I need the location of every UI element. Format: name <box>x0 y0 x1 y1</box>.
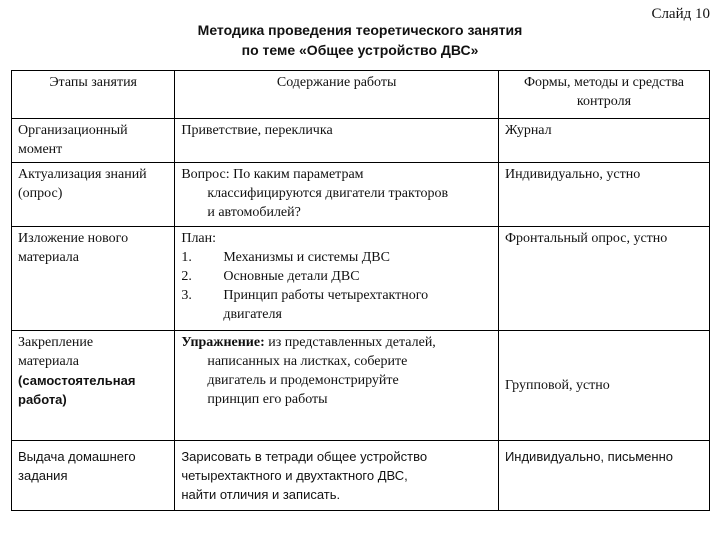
plan-item <box>181 267 492 286</box>
content-cell <box>175 119 499 163</box>
content-cell <box>175 331 499 441</box>
stage-cell <box>12 227 175 331</box>
plan-label: План: <box>181 231 217 246</box>
form-text: Фронтальный опрос, устно <box>504 231 668 246</box>
form-cell <box>498 227 709 331</box>
content-cell <box>175 163 499 227</box>
plan-text: Основные детали ДВС <box>223 269 360 284</box>
exercise-line <box>181 333 492 352</box>
stage-text: момент <box>18 142 63 157</box>
stage-text: Актуализация знаний <box>18 167 147 182</box>
homework-text: найти отличия и записать. <box>181 487 341 502</box>
plan-text: Принцип работы четырехтактного <box>223 288 429 303</box>
plan-item <box>181 286 492 305</box>
stage-text: Организационный <box>18 123 128 138</box>
table-header-row <box>12 71 710 119</box>
slide-number: Слайд 10 <box>651 6 710 22</box>
form-cell <box>498 163 709 227</box>
stage-cell <box>12 441 175 511</box>
table-row <box>12 119 710 163</box>
stage-cell <box>12 331 175 441</box>
stage-text: материала <box>18 250 79 265</box>
stage-cell <box>12 163 175 227</box>
form-text: Индивидуально, письменно <box>504 449 673 464</box>
exercise-text: написанных на листках, соберите <box>207 354 408 369</box>
stage-text-bold: (самостоятельная <box>18 373 136 388</box>
stage-text: Выдача домашнего <box>18 449 136 464</box>
exercise-text: из представленных деталей, <box>264 335 436 350</box>
question-text: Вопрос: По каким параметрам <box>181 167 364 182</box>
form-text: Журнал <box>504 123 552 138</box>
stage-text: Изложение нового <box>18 231 129 246</box>
form-cell <box>498 119 709 163</box>
title-line-1: Методика проведения теоретического занятия <box>197 22 523 38</box>
exercise-text: двигатель и продемонстрируйте <box>207 373 399 388</box>
question-text: классифицируются двигатели тракторов <box>207 186 449 201</box>
stage-text: Закрепление <box>18 335 94 350</box>
header-stages: Этапы занятия <box>12 71 175 119</box>
table-row <box>12 163 710 227</box>
header-content: Содержание работы <box>175 71 499 119</box>
stage-text-bold: работа) <box>18 392 67 407</box>
page-title <box>0 20 720 60</box>
plan-number: 2. <box>181 269 192 284</box>
form-text: Индивидуально, устно <box>504 167 641 182</box>
stage-text: (опрос) <box>18 186 63 201</box>
table-row <box>12 441 710 511</box>
plan-text-continued: двигателя <box>223 307 282 322</box>
plan-text: Механизмы и системы ДВС <box>223 250 390 265</box>
form-text: Групповой, устно <box>504 378 610 393</box>
homework-text: четырехтактного и двухтактного ДВС, <box>181 468 408 483</box>
content-text: Приветствие, перекличка <box>181 123 333 138</box>
stage-text: задания <box>18 468 68 483</box>
content-cell <box>175 227 499 331</box>
table-row <box>12 331 710 441</box>
table-row <box>12 227 710 331</box>
plan-number: 1. <box>181 250 192 265</box>
exercise-label: Упражнение: <box>181 335 265 350</box>
header-forms: Формы, методы и средства контроля <box>498 71 709 119</box>
stage-cell <box>12 119 175 163</box>
title-line-2: по теме «Общее устройство ДВС» <box>241 42 479 58</box>
homework-text: Зарисовать в тетради общее устройство <box>181 449 428 464</box>
lesson-methodology-table <box>11 70 710 511</box>
plan-item <box>181 248 492 267</box>
stage-text: материала <box>18 354 79 369</box>
form-cell <box>498 441 709 511</box>
question-text: и автомобилей? <box>207 205 301 220</box>
form-cell <box>498 331 709 441</box>
content-cell <box>175 441 499 511</box>
exercise-text: принцип его работы <box>207 392 328 407</box>
plan-number: 3. <box>181 288 192 303</box>
